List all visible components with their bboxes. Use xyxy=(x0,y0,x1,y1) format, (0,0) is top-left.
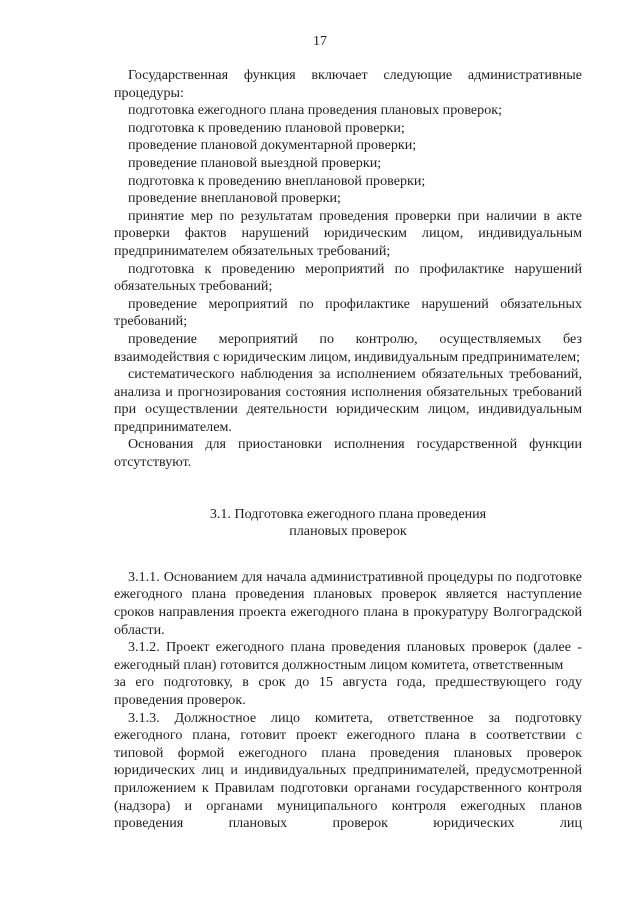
procedure-item-10: проведение мероприятий по контролю, осуществляемых без взаимодействия с юридическим лицом, индивидуальным предпринимателем; xyxy=(114,330,582,365)
suspension-note: Основания для приостановки исполнения государственной функции отсутствуют. xyxy=(114,436,582,471)
document-body xyxy=(114,67,582,833)
procedure-item-5: подготовка к проведению внеплановой проверки; xyxy=(128,172,426,189)
procedure-item-1: подготовка ежегодного плана проведения плановых проверок; xyxy=(128,102,503,119)
section-title xyxy=(114,506,582,541)
procedure-item-9: проведение мероприятий по профилактике нарушений обязательных требований; xyxy=(114,295,582,330)
procedure-item-4: проведение плановой выездной проверки; xyxy=(128,154,382,171)
clause-3-1-1: 3.1.1. Основанием для начала административной процедуры по подготовке ежегодного плана проведения плановых проверок является наступление сроков направления проекта ежегодного плана в прокуратуру Волгоградской области. xyxy=(114,568,582,638)
procedure-item-6: проведение внеплановой проверки; xyxy=(128,190,341,207)
procedure-item-3: проведение плановой документарной проверки; xyxy=(128,137,417,154)
section-title-line-1: 3.1. Подготовка ежегодного плана проведения xyxy=(209,505,487,522)
procedure-item-11: систематического наблюдения за исполнением обязательных требований, анализа и прогнозирования состояния исполнения обязательных требований при осуществлении деятельности юридическим лицом, индивидуальным предпринимателем. xyxy=(114,366,582,435)
clause-3-1-2-part-a: 3.1.2. Проект ежегодного плана проведения плановых проверок (далее - ежегодный план) готовится должностным лицом комитета, ответственным xyxy=(114,639,582,673)
procedure-item-7: принятие мер по результатам проведения проверки при наличии в акте проверки фактов нарушений юридическим лицом, индивидуальным предпринимателем обязательных требований; xyxy=(114,207,582,259)
procedure-item-2: подготовка к проведению плановой проверки; xyxy=(128,119,405,136)
clause-3-1-2-part-b: за его подготовку, в срок до 15 августа года, предшествующего году проведения проверок. xyxy=(114,674,582,708)
intro-paragraph: Государственная функция включает следующие административные процедуры: xyxy=(114,67,582,101)
procedure-item-8: подготовка к проведению мероприятий по профилактике нарушений обязательных требований; xyxy=(114,260,582,295)
clause-3-1-3: 3.1.3. Должностное лицо комитета, ответственное за подготовку ежегодного плана, готовит проект ежегодного плана в соответствии с типовой формой ежегодного плана проведения плановых проверок юридических лиц и индивидуальных предпринимателей, предусмотренной приложением к Правилам подготовки органами государственного контроля (надзора) и органами муниципального контроля ежегодных планов проведения плановых проверок юридических лиц xyxy=(114,709,582,832)
section-title-line-2: плановых проверок xyxy=(289,523,407,540)
page-number: 17 xyxy=(313,34,327,49)
